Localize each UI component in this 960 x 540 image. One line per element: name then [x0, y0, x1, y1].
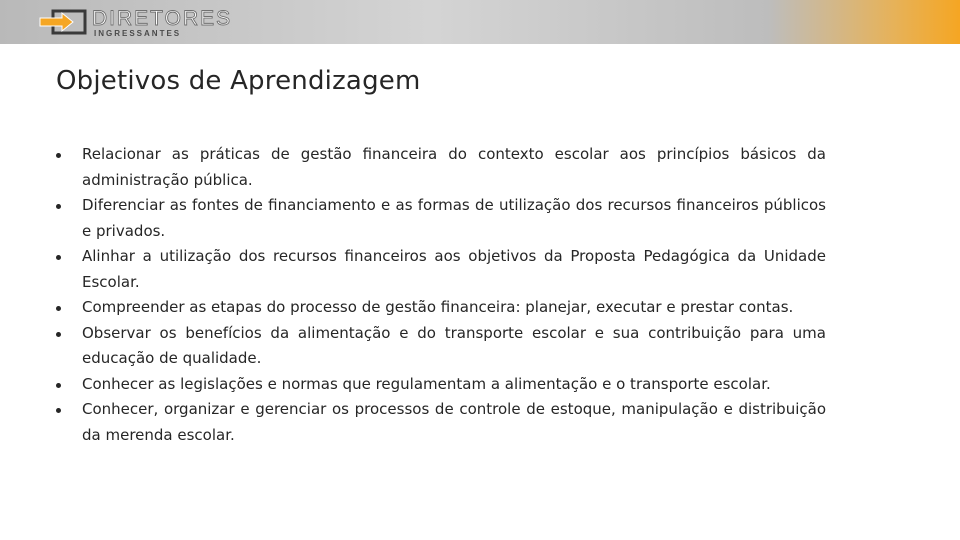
bullet-icon [56, 204, 61, 209]
objective-item [56, 295, 826, 321]
objective-text: Conhecer as legislações e normas que regulamentam a alimentação e o transporte escolar. [82, 374, 771, 393]
objective-text: Diferenciar as fontes de financiamento e as formas de utilização dos recursos financeiros públicos e privados. [82, 196, 826, 240]
bullet-icon [56, 153, 61, 158]
objective-text: Observar os benefícios da alimentação e do transporte escolar e sua contribuição para uma educação de qualidade. [82, 323, 826, 367]
objective-item [56, 244, 826, 295]
bullet-icon [56, 383, 61, 388]
objective-item [56, 321, 826, 372]
logo-title: DIRETORES [92, 7, 233, 30]
objective-text: Alinhar a utilização dos recursos financeiros aos objetivos da Proposta Pedagógica da Unidade Escolar. [82, 247, 826, 291]
objective-item [56, 372, 826, 398]
logo [38, 8, 262, 36]
logo-subtitle: INGRESSANTES [94, 29, 182, 38]
objective-item [56, 397, 826, 448]
logo-text [92, 8, 262, 36]
objective-item [56, 193, 826, 244]
bullet-icon [56, 408, 61, 413]
bullet-icon [56, 255, 61, 260]
objective-item [56, 142, 826, 193]
header-band [0, 0, 960, 44]
objectives-list [56, 142, 826, 448]
objective-text: Conhecer, organizar e gerenciar os processos de controle de estoque, manipulação e distribuição da merenda escolar. [82, 400, 826, 444]
bullet-icon [56, 306, 61, 311]
slide-title: Objetivos de Aprendizagem [56, 66, 421, 96]
objective-text: Compreender as etapas do processo de gestão financeira: planejar, executar e prestar contas. [82, 298, 794, 316]
arrow-into-box-logo-icon [38, 9, 88, 35]
bullet-icon [56, 332, 61, 337]
objective-text: Relacionar as práticas de gestão financeira do contexto escolar aos princípios básicos da administração pública. [82, 145, 826, 189]
